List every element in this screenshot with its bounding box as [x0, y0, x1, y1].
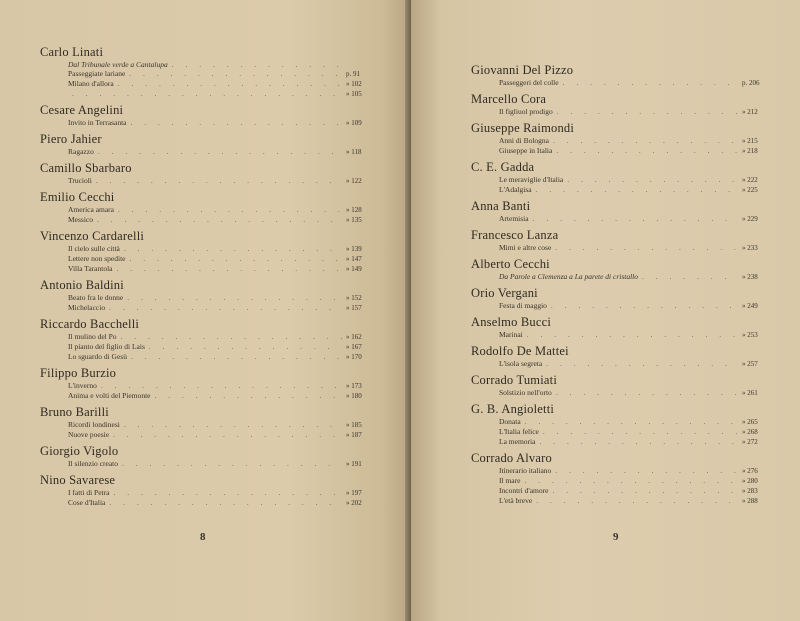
leader-dots — [536, 185, 738, 194]
leader-dots — [172, 60, 342, 69]
work-row — [471, 78, 772, 88]
toc-entry — [471, 372, 772, 398]
leader-dots — [131, 352, 342, 361]
page-ref: » 249 — [742, 302, 758, 310]
work-title: L'inverno — [68, 381, 97, 390]
work-title: America amara — [68, 205, 115, 214]
work-title: Itinerario italiano — [499, 466, 552, 475]
work-row — [40, 205, 376, 215]
page-ref: p. 206 — [742, 79, 760, 87]
page-ref: » 139 — [346, 245, 362, 253]
work-row — [40, 215, 376, 225]
leader-dots — [118, 205, 342, 214]
work-row — [471, 175, 772, 185]
work-title: Lo sguardo di Gesù — [68, 352, 127, 361]
page-ref: » 253 — [742, 331, 758, 339]
author-name: Bruno Barilli — [40, 405, 109, 419]
page-ref: » 118 — [346, 148, 362, 156]
author-name: Camillo Sbarbaro — [40, 161, 132, 175]
leader-dots — [121, 332, 342, 341]
work-row — [40, 176, 376, 186]
page-ref: » 261 — [742, 389, 758, 397]
author-name: Vincenzo Cardarelli — [40, 229, 145, 243]
left-entries — [40, 44, 376, 508]
author-name: Filippo Burzio — [40, 366, 117, 380]
page-ref: » 229 — [742, 215, 758, 223]
leader-dots — [155, 391, 343, 400]
page-ref: » 109 — [346, 119, 362, 127]
work-title: Festa di maggio — [499, 301, 547, 310]
page-ref: » 191 — [346, 460, 362, 468]
work-row — [471, 496, 772, 506]
leader-dots — [556, 388, 738, 397]
page-ref: » 187 — [346, 431, 362, 439]
author-name: Corrado Tumiati — [471, 373, 557, 387]
page-ref: » 173 — [346, 382, 362, 390]
work-row — [40, 147, 376, 157]
toc-entry — [40, 228, 376, 274]
author-name: G. B. Angioletti — [471, 402, 555, 416]
work-title: Dal Tribunale verde a Cantalupa — [68, 60, 168, 69]
leader-dots — [557, 107, 738, 116]
author-name: Giorgio Vigolo — [40, 444, 119, 458]
page-ref: » 152 — [346, 294, 362, 302]
author-name: Piero Jahier — [40, 132, 102, 146]
work-row — [40, 254, 376, 264]
page-ref: » 276 — [742, 467, 758, 475]
work-title: L'età breve — [499, 496, 533, 505]
work-row — [40, 342, 376, 352]
work-row — [471, 437, 772, 447]
work-title: Anni di Bologna — [499, 136, 549, 145]
work-row — [40, 264, 376, 274]
page-ref: » 222 — [742, 176, 758, 184]
work-row — [471, 417, 772, 427]
leader-dots — [536, 496, 738, 505]
work-row — [40, 381, 376, 391]
leader-dots — [525, 417, 738, 426]
page-ref: p. 91 — [346, 70, 360, 78]
work-title: Marinai — [499, 330, 523, 339]
work-row — [471, 301, 772, 311]
work-row — [40, 303, 376, 313]
work-title: Ricordi londinesi — [68, 420, 120, 429]
work-title: Il figliuol prodigo — [499, 107, 553, 116]
work-title: Passeggeri del colle — [499, 78, 559, 87]
work-row — [40, 352, 376, 362]
work-title: Villa Tarantola — [68, 264, 113, 273]
page-ref: » 238 — [742, 273, 758, 281]
toc-entry — [40, 44, 376, 99]
page-ref: » 265 — [742, 418, 758, 426]
work-title: L'Italia felice — [499, 427, 539, 436]
author-name: Francesco Lanza — [471, 228, 559, 242]
leader-dots — [553, 136, 738, 145]
leader-dots — [124, 420, 342, 429]
leader-dots — [539, 437, 738, 446]
work-title: Cose d'Italia — [68, 498, 106, 507]
author-name: Giuseppe Raimondi — [471, 121, 575, 135]
leader-dots — [113, 488, 342, 497]
work-row — [471, 476, 772, 486]
work-row — [40, 420, 376, 430]
leader-dots — [527, 330, 738, 339]
leader-dots — [552, 486, 738, 495]
leader-dots — [96, 176, 342, 185]
page-number-right: 9 — [613, 531, 619, 543]
work-row — [40, 488, 376, 498]
leader-dots — [109, 303, 342, 312]
work-title: Incontri d'amore — [499, 486, 549, 495]
toc-entry — [40, 365, 376, 401]
work-row — [471, 388, 772, 398]
author-name: Giovanni Del Pizzo — [471, 63, 574, 77]
page-number-left: 8 — [200, 531, 206, 543]
page-ref: » 215 — [742, 137, 758, 145]
toc-entry — [471, 120, 772, 156]
page-ref: » 218 — [742, 147, 758, 155]
author-name: Riccardo Bacchelli — [40, 317, 140, 331]
leader-dots — [642, 272, 738, 281]
work-title: Artemisia — [499, 214, 529, 223]
author-name: Anna Banti — [471, 199, 531, 213]
work-title: Lettere non spedite — [68, 254, 126, 263]
author-name: Carlo Linati — [40, 45, 104, 59]
page-ref: » 180 — [346, 392, 362, 400]
leader-dots — [124, 244, 342, 253]
work-row — [40, 60, 376, 69]
toc-entry — [40, 102, 376, 128]
author-name: Alberto Cecchi — [471, 257, 550, 271]
leader-dots — [113, 430, 342, 439]
leader-dots — [555, 466, 738, 475]
toc-entry — [471, 62, 772, 88]
toc-entry — [471, 285, 772, 311]
page-ref: » 162 — [346, 333, 362, 341]
work-row — [40, 89, 376, 99]
page-ref: » 105 — [346, 90, 362, 98]
work-title: L'Adalgisa — [499, 185, 532, 194]
work-title: Passeggiate lariane — [68, 69, 126, 78]
page-ref: » 167 — [346, 343, 362, 351]
author-name: Emilio Cecchi — [40, 190, 115, 204]
work-row — [40, 69, 376, 79]
page-ref: » 147 — [346, 255, 362, 263]
work-row — [471, 486, 772, 496]
page-ref: » 157 — [346, 304, 362, 312]
work-title: Solstizio nell'orto — [499, 388, 552, 397]
page-ref: » 280 — [742, 477, 758, 485]
work-title: La memoria — [499, 437, 536, 446]
work-row — [40, 79, 376, 89]
work-row — [471, 146, 772, 156]
leader-dots — [97, 215, 342, 224]
leader-dots — [117, 264, 343, 273]
work-title: Trucioli — [68, 176, 92, 185]
work-row — [40, 459, 376, 469]
page-ref: » 135 — [346, 216, 362, 224]
work-row — [471, 272, 772, 282]
toc-entry — [40, 443, 376, 469]
work-row — [40, 244, 376, 254]
work-title: Invito in Terrasanta — [68, 118, 127, 127]
toc-entry — [471, 256, 772, 282]
leader-dots — [551, 301, 738, 310]
toc-entry — [471, 450, 772, 506]
leader-dots — [546, 359, 738, 368]
work-title: Ragazzo — [68, 147, 94, 156]
leader-dots — [556, 146, 738, 155]
page-ref: » 102 — [346, 80, 362, 88]
page-ref: » 212 — [742, 108, 758, 116]
author-name: Antonio Baldini — [40, 278, 124, 292]
leader-dots — [543, 427, 738, 436]
work-row — [40, 293, 376, 303]
page-ref: » 272 — [742, 438, 758, 446]
toc-entry — [471, 343, 772, 369]
author-name: Anselmo Bucci — [471, 315, 552, 329]
author-name: Orio Vergani — [471, 286, 538, 300]
leader-dots — [555, 243, 738, 252]
leader-dots — [109, 498, 342, 507]
work-title: Donata — [499, 417, 521, 426]
leader-dots — [563, 78, 738, 87]
work-title: Messico — [68, 215, 93, 224]
work-title: Il cielo sulle città — [68, 244, 120, 253]
work-row — [40, 118, 376, 128]
work-title: Giuseppe in Italia — [499, 146, 553, 155]
toc-entry — [471, 227, 772, 253]
leader-dots — [524, 476, 738, 485]
author-name: Rodolfo De Mattei — [471, 344, 569, 358]
leader-dots — [129, 254, 342, 263]
leader-dots — [129, 69, 342, 78]
page-ref: » 149 — [346, 265, 362, 273]
work-title: I fatti di Petra — [68, 488, 110, 497]
work-title: Michelaccio — [68, 303, 106, 312]
toc-entry — [40, 131, 376, 157]
work-title: Le meraviglie d'Italia — [499, 175, 564, 184]
work-row — [40, 498, 376, 508]
toc-entry — [40, 472, 376, 508]
work-row — [471, 107, 772, 117]
leader-dots — [122, 459, 342, 468]
page-ref: » 128 — [346, 206, 362, 214]
work-row — [471, 243, 772, 253]
toc-entry — [40, 277, 376, 313]
page-ref: » 185 — [346, 421, 362, 429]
work-title: Beato fra le donne — [68, 293, 124, 302]
page-ref: » 268 — [742, 428, 758, 436]
work-row — [40, 332, 376, 342]
toc-entry — [40, 189, 376, 225]
work-title: Milano d'allora — [68, 79, 114, 88]
leader-dots — [567, 175, 738, 184]
work-row — [471, 330, 772, 340]
author-name: Nino Savarese — [40, 473, 116, 487]
page-ref: » 233 — [742, 244, 758, 252]
work-title: Il mare — [499, 476, 521, 485]
work-row — [471, 185, 772, 195]
work-row — [40, 391, 376, 401]
leader-dots — [98, 147, 342, 156]
leader-dots — [72, 89, 342, 98]
page-ref: » 170 — [346, 353, 362, 361]
toc-entry — [471, 314, 772, 340]
leader-dots — [149, 342, 342, 351]
work-title: Il pianto del figlio di Lais — [68, 342, 145, 351]
leader-dots — [127, 293, 342, 302]
page-ref: » 283 — [742, 487, 758, 495]
page-ref: » 257 — [742, 360, 758, 368]
author-name: Cesare Angelini — [40, 103, 124, 117]
toc-entry — [40, 160, 376, 186]
right-entries — [471, 62, 772, 506]
work-row — [471, 466, 772, 476]
work-title: Il mulino del Po — [68, 332, 117, 341]
right-page — [411, 0, 800, 621]
work-row — [471, 136, 772, 146]
work-title: Il silenzio creato — [68, 459, 118, 468]
author-name: Marcello Cora — [471, 92, 547, 106]
toc-entry — [471, 401, 772, 447]
leader-dots — [118, 79, 342, 88]
leader-dots — [130, 118, 342, 127]
work-title: Anima e volti del Piemonte — [68, 391, 151, 400]
author-name: C. E. Gadda — [471, 160, 535, 174]
toc-entry — [40, 404, 376, 440]
page-ref: » 225 — [742, 186, 758, 194]
work-row — [471, 427, 772, 437]
page-ref: » 288 — [742, 497, 758, 505]
work-title: L'isola segreta — [499, 359, 543, 368]
work-title: Da Parole a Clemenza a La parete di cristallo — [499, 272, 639, 281]
toc-entry — [471, 91, 772, 117]
toc-entry — [471, 159, 772, 195]
page-ref: » 122 — [346, 177, 362, 185]
work-row — [471, 214, 772, 224]
toc-entry — [471, 198, 772, 224]
leader-dots — [533, 214, 738, 223]
page-ref: » 202 — [346, 499, 362, 507]
author-name: Corrado Alvaro — [471, 451, 552, 465]
work-title: Nuove poesie — [68, 430, 110, 439]
work-title: Mimi e altre cose — [499, 243, 552, 252]
work-row — [471, 359, 772, 369]
work-row — [40, 430, 376, 440]
page-ref: » 197 — [346, 489, 362, 497]
toc-entry — [40, 316, 376, 362]
leader-dots — [101, 381, 342, 390]
